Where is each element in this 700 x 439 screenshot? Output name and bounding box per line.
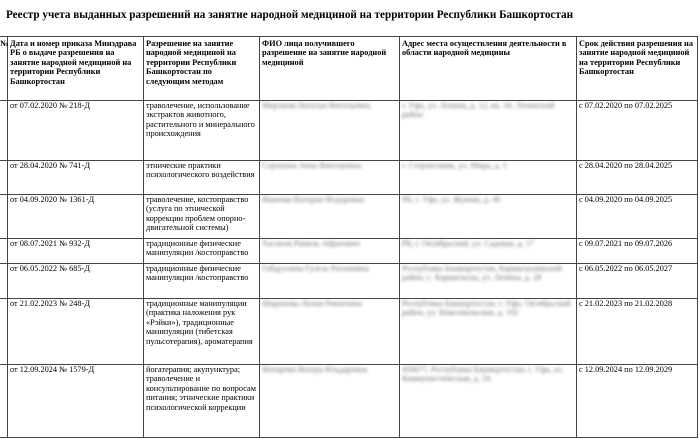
address-cell <box>400 161 577 195</box>
row-number-cell <box>0 239 8 264</box>
validity-cell: с 07.02.2020 по 07.02.2025 <box>577 101 698 161</box>
redacted-fio: Хасанов Рамиль Айратович <box>262 239 360 248</box>
address-cell <box>400 195 577 239</box>
address-cell <box>400 299 577 365</box>
validity-cell: с 09.07.2021 по 09.07.2026 <box>577 239 698 264</box>
table-row <box>0 101 698 161</box>
header-order: Дата и номер приказа Минздрава РБ о выдаче разрешения на занятие народной медициной на территории Республики Башкортостан <box>8 37 144 101</box>
header-methods: Разрешение на занятие народной медициной на территории Республики Башкортостан по следующим методам <box>144 37 260 101</box>
methods-cell: этнические практики психологического воздействия <box>144 161 260 195</box>
validity-cell: с 12.09.2024 по 12.09.2029 <box>577 365 698 438</box>
methods-cell: траволечение, костоправство (услуга по этнической коррекции проблем опорно-двигательной системы) <box>144 195 260 239</box>
row-number-cell <box>0 161 8 195</box>
header-validity: Срок действия разрешения на занятие народной медициной на территории Республики Башкортостан <box>577 37 698 101</box>
order-cell: от 07.02.2020 № 218-Д <box>8 101 144 161</box>
redacted-fio: Мирзаева Наталья Витальевна <box>262 101 371 110</box>
redacted-fio: Сорокина Анна Викторовна <box>262 161 362 170</box>
address-cell <box>400 101 577 161</box>
fio-cell <box>260 299 400 365</box>
validity-cell: с 28.04.2020 по 28.04.2025 <box>577 161 698 195</box>
row-number-cell <box>0 365 8 438</box>
redacted-address: РБ, г. Уфа, ул. Жукова, д. 40 <box>402 195 501 204</box>
fio-cell <box>260 365 400 438</box>
fio-cell <box>260 195 400 239</box>
validity-cell: с 21.02.2023 по 21.02.2028 <box>577 299 698 365</box>
table-row <box>0 365 698 438</box>
order-cell: от 28.04.2020 № 741-Д <box>8 161 144 195</box>
header-fio: ФИО лица получившего разрешение на занятие народной медициной <box>260 37 400 101</box>
validity-cell: с 04.09.2020 по 04.09.2025 <box>577 195 698 239</box>
redacted-address: РБ, г. Октябрьский, ул. Садовая, д. 17 <box>402 239 535 248</box>
order-cell: от 04.09.2020 № 1361-Д <box>8 195 144 239</box>
fio-cell <box>260 101 400 161</box>
address-cell <box>400 264 577 299</box>
row-number-cell <box>0 195 8 239</box>
methods-cell: традиционные физические манипуляции /костоправство <box>144 264 260 299</box>
redacted-fio: Шарипова Лилия Ринатовна <box>262 299 362 308</box>
fio-cell <box>260 239 400 264</box>
order-cell: от 12.09.2024 № 1579-Д <box>8 365 144 438</box>
registry-table <box>0 36 698 438</box>
row-number-cell <box>0 264 8 299</box>
row-number-cell <box>0 101 8 161</box>
redacted-address: 450077, Республика Башкортостан, г. Уфа, ул. Коммунистическая, д. 54 <box>402 365 564 384</box>
table-row <box>0 195 698 239</box>
redacted-address: Республика Башкортостан, г. Уфа, Октябрьский район, ул. Комсомольская, д. 102 <box>402 299 571 318</box>
methods-cell: йогатерапия; акупунктура; траволечение и консультирование по вопросам питания; этнические практики психологической коррекции <box>144 365 260 438</box>
redacted-address: г. Стерлитамак, ул. Мира, д. 5 <box>402 161 507 170</box>
methods-cell: траволечение, использование экстрактов животного, растительного и минерального происхождения <box>144 101 260 161</box>
header-num: № <box>0 37 8 101</box>
table-row <box>0 161 698 195</box>
table-header-row <box>0 37 698 101</box>
order-cell: от 08.07.2021 № 932-Д <box>8 239 144 264</box>
order-cell: от 21.02.2023 № 248-Д <box>8 299 144 365</box>
row-number-cell <box>0 299 8 365</box>
page-title: Реестр учета выданных разрешений на занятие народной медициной на территории Республики Башкортостан <box>6 9 574 21</box>
redacted-fio: Яппарова Венера Ильдаровна <box>262 365 368 374</box>
address-cell <box>400 365 577 438</box>
fio-cell <box>260 161 400 195</box>
redacted-address: г. Уфа, ул. Ленина, д. 12, кв. 34, Ленинский район <box>402 101 555 120</box>
redacted-address: Республика Башкортостан, Кармаскалинский район, с. Кармаскалы, ул. Ленина, д. 28 <box>402 264 562 283</box>
redacted-fio: Иванова Валерия Федоровна <box>262 195 365 204</box>
fio-cell <box>260 264 400 299</box>
redacted-fio: Габдуллина Гузель Расимовна <box>262 264 369 273</box>
header-address: Адрес места осуществления деятельности в области народной медицины <box>400 37 577 101</box>
table-row <box>0 299 698 365</box>
table-row <box>0 239 698 264</box>
address-cell <box>400 239 577 264</box>
order-cell: от 06.05.2022 № 685-Д <box>8 264 144 299</box>
table-row <box>0 264 698 299</box>
methods-cell: традиционные физические манипуляции /костоправство <box>144 239 260 264</box>
validity-cell: с 06.05.2022 по 06.05.2027 <box>577 264 698 299</box>
methods-cell: традиционные манипуляции (практика наложения рук «Рэйки»), традиционные манипуляции (тибетская пульсотерапия), ароматерапия <box>144 299 260 365</box>
